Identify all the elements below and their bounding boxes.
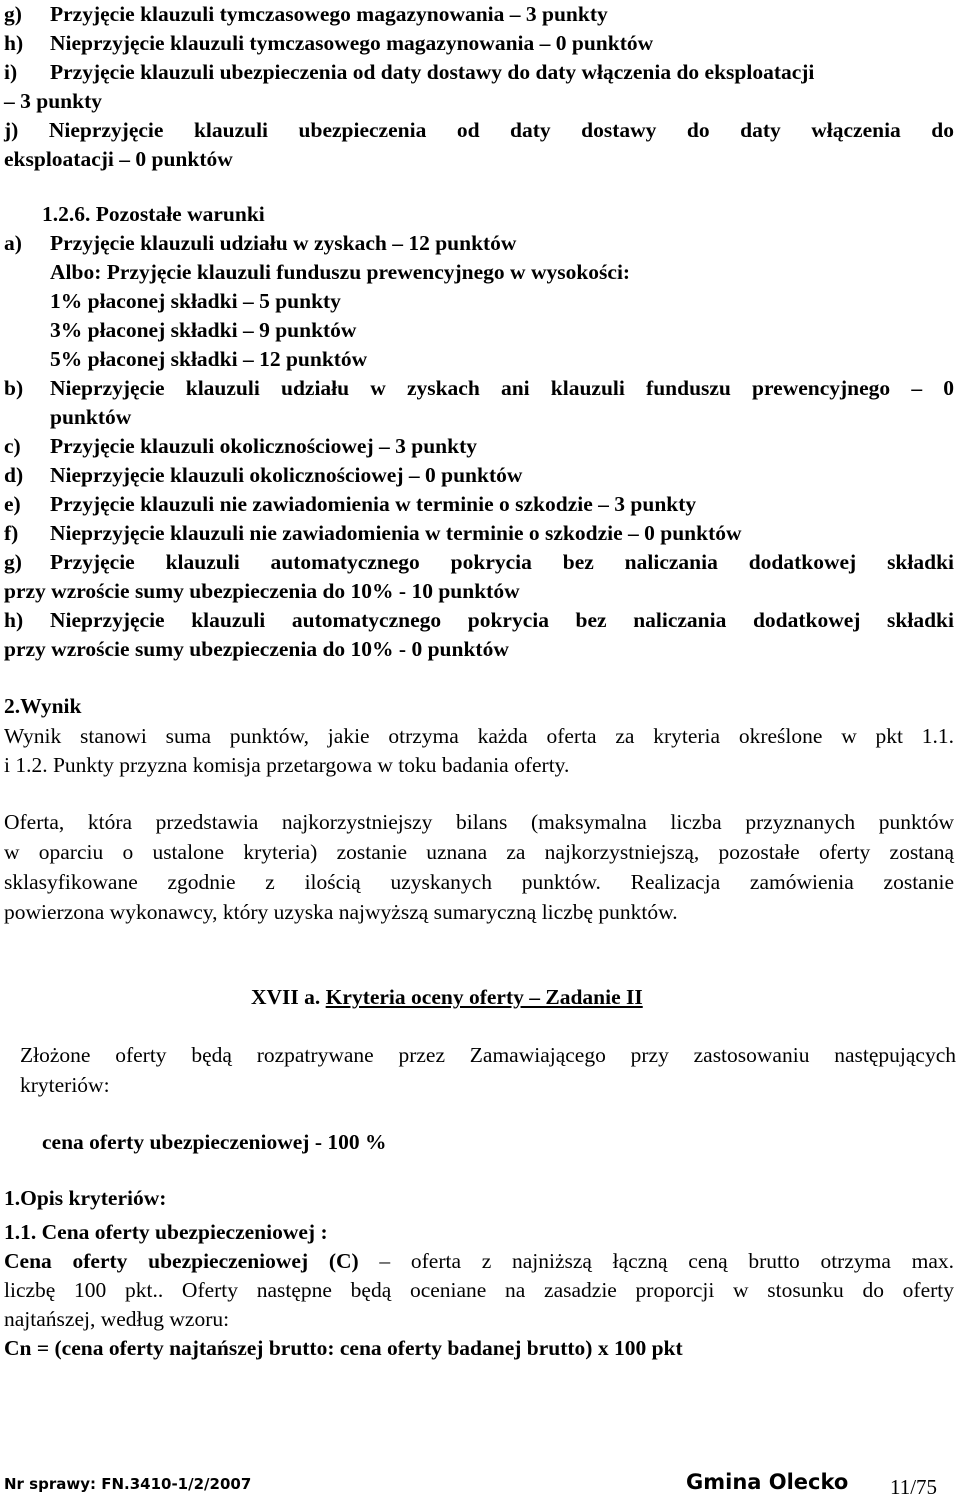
list-item-126-h-label: h) [4,608,24,632]
xvii-intro-2: kryteriów: [20,1073,110,1097]
list-item-126-g: Przyjęcie klauzuli automatycznego pokrycia bez naliczania dodatkowej składki [50,550,954,574]
rate-3: 3% płaconej składki – 9 punktów [50,318,357,342]
section-heading-126: 1.2.6. Pozostałe warunki [42,202,265,226]
oferta-line-1: Oferta, która przedstawia najkorzystniejszy bilans (maksymalna liczba przyznanych punktów [4,810,954,834]
footer-organization: Gmina Olecko [686,1470,849,1494]
criterion-price: cena oferty ubezpieczeniowej - 100 % [42,1130,387,1154]
price-formula: Cn = (cena oferty najtańszej brutto: cena oferty badanej brutto) x 100 pkt [4,1336,683,1360]
list-item-i: i) Przyjęcie klauzuli ubezpieczenia od daty dostawy do daty włączenia do eksploatacji [4,60,815,84]
list-item-h: h) Nieprzyjęcie klauzuli tymczasowego magazynowania – 0 punktów [4,31,654,55]
list-item-126-d: d) Nieprzyjęcie klauzuli okolicznościowej – 0 punktów [4,463,523,487]
list-item-j: j) Nieprzyjęcie klauzuli ubezpieczenia od daty dostawy do daty włączenia do [4,118,955,142]
list-item-j-cont: eksploatacji – 0 punktów [4,147,233,171]
list-item-126-h-cont: przy wzroście sumy ubezpieczenia do 10% - 0 punktów [4,637,509,661]
oferta-line-3: sklasyfikowane zgodnie z ilością uzyskanych punktów. Realizacja zamówienia zostanie [4,870,954,894]
list-item-126-b-cont: punktów [50,405,132,429]
price-para-line-1: Cena oferty ubezpieczeniowej (C) – oferta z najniższą łączną ceną brutto otrzyma max. [4,1249,954,1273]
rate-1: 1% płaconej składki – 5 punkty [50,289,341,313]
price-subheading: 1.1. Cena oferty ubezpieczeniowej : [4,1220,328,1244]
footer-case-number: Nr sprawy: FN.3410-1/2/2007 [4,1475,252,1493]
list-item-126-a: a) Przyjęcie klauzuli udziału w zyskach – 12 punktów [4,231,517,255]
wynik-line-1: Wynik stanowi suma punktów, jakie otrzyma każda oferta za kryteria określone w pkt 1.1. [4,724,954,748]
list-item-126-h: Nieprzyjęcie klauzuli automatycznego pokrycia bez naliczania dodatkowej składki [50,608,954,632]
opis-heading: 1.Opis kryteriów: [4,1186,167,1210]
footer-page-number: 11/75 [890,1475,938,1499]
rate-5: 5% płaconej składki – 12 punktów [50,347,368,371]
list-item-126-c: c) Przyjęcie klauzuli okolicznościowej – 3 punkty [4,434,477,458]
oferta-line-4: powierzona wykonawcy, który uzyska najwyższą sumaryczną liczbę punktów. [4,900,678,924]
price-para-line-2: liczbę 100 pkt.. Oferty następne będą oceniane na zasadzie proporcji w stosunku do oferty [4,1278,954,1302]
wynik-heading: 2.Wynik [4,694,82,718]
price-para-line-3: najtańszej, według wzoru: [4,1307,230,1331]
list-item-126-g-label: g) [4,550,22,574]
albo-line: Albo: Przyjęcie klauzuli funduszu prewencyjnego w wysokości: [50,260,631,284]
list-item-g: g) Przyjęcie klauzuli tymczasowego magazynowania – 3 punkty [4,2,608,26]
list-item-126-g-cont: przy wzroście sumy ubezpieczenia do 10% - 10 punktów [4,579,520,603]
section-title-xvii: XVII a. Kryteria oceny oferty – Zadanie II [251,985,643,1009]
list-item-126-b: Nieprzyjęcie klauzuli udziału w zyskach ani klauzuli funduszu prewencyjnego – 0 [50,376,954,400]
xvii-intro-1: Złożone oferty będą rozpatrywane przez Zamawiającego przy zastosowaniu następujących [20,1043,956,1067]
list-item-126-e: e) Przyjęcie klauzuli nie zawiadomienia w terminie o szkodzie – 3 punkty [4,492,697,516]
oferta-line-2: w oparciu o ustalone kryteria) zostanie uznana za najkorzystniejszą, pozostałe oferty zostaną [4,840,954,864]
list-item-126-b-label: b) [4,376,24,400]
list-item-126-f: f) Nieprzyjęcie klauzuli nie zawiadomienia w terminie o szkodzie – 0 punktów [4,521,742,545]
wynik-line-2: i 1.2. Punkty przyzna komisja przetargowa w toku badania oferty. [4,753,570,777]
list-item-i-cont: – 3 punkty [4,89,102,113]
